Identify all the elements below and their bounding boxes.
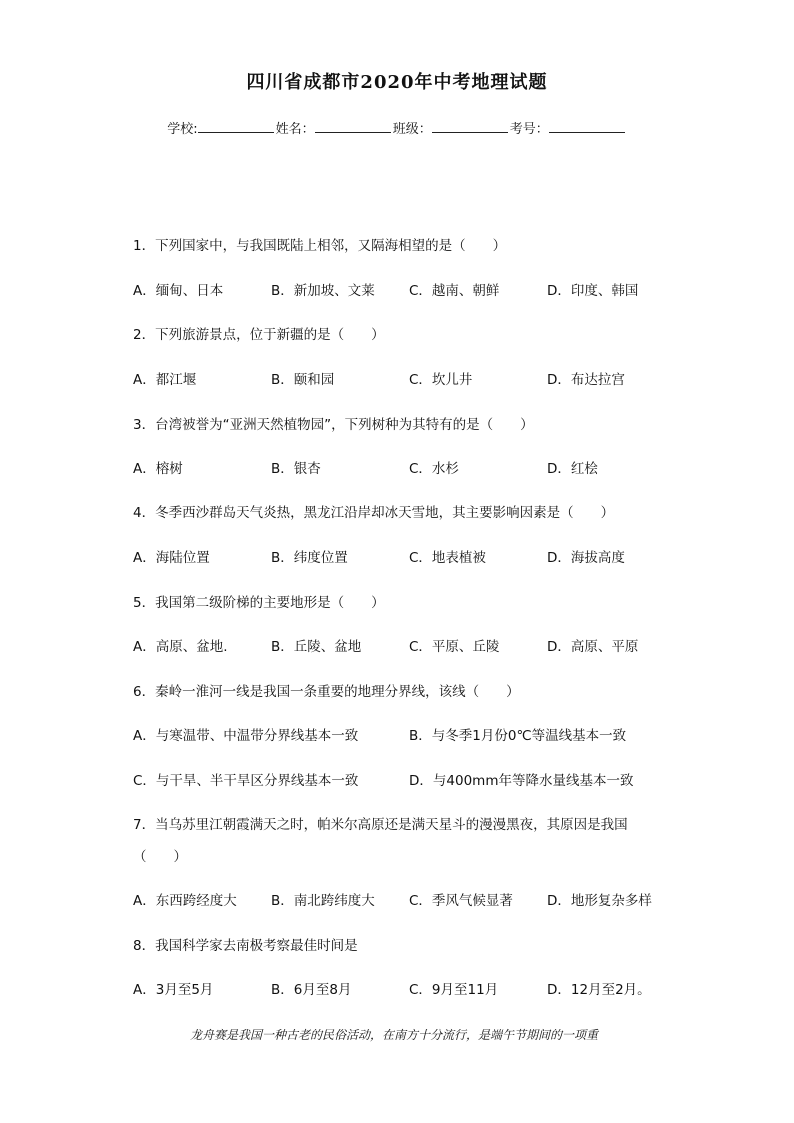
q7-option-d: D．地形复杂多样: [547, 893, 652, 909]
q3-option-a: A．榕树: [133, 461, 183, 477]
q6-option-c: C．与干旱、半干旱区分界线基本一致: [133, 773, 359, 789]
name-field: [276, 118, 393, 137]
q5-option-c: C．平原、丘陵: [409, 639, 500, 655]
student-info-fields: [0, 118, 794, 137]
class-blank[interactable]: [432, 120, 508, 133]
q3-option-c: C．水杉: [409, 461, 459, 477]
q8-option-d: D．12月至2月。: [547, 982, 651, 998]
q4-option-d: D．海拔高度: [547, 550, 625, 566]
question-2: 2．下列旅游景点，位于新疆的是（ ）: [133, 327, 385, 343]
q5-option-b: B．丘陵、盆地: [271, 639, 362, 655]
q4-option-b: B．纬度位置: [271, 550, 348, 566]
q1-option-a: A．缅甸、日本: [133, 283, 224, 299]
question-7: 7．当乌苏里江朝霞满天之时，帕米尔高原还是满天星斗的漫漫黑夜，其原因是我国: [133, 817, 628, 833]
page-title: 四川省成都市2020年中考地理试题: [246, 72, 548, 93]
q6-option-a: A．与寒温带、中温带分界线基本一致: [133, 728, 359, 744]
name-blank[interactable]: [315, 120, 391, 133]
name-label: 姓名：: [275, 122, 315, 137]
exam-number-blank[interactable]: [549, 120, 625, 133]
q8-option-b: B．6月至8月: [271, 982, 352, 998]
school-field: [167, 118, 275, 137]
q3-option-d: D．红桧: [547, 461, 598, 477]
question-8: 8．我国科学家去南极考察最佳时间是: [133, 938, 358, 954]
q6-option-b: B．与冬季1月份0℃等温线基本一致: [409, 728, 627, 744]
q1-option-d: D．印度、韩国: [547, 283, 639, 299]
q8-option-c: C．9月至11月: [409, 982, 499, 998]
q2-option-a: A．都江堰: [133, 372, 197, 388]
q5-option-a: A．高原、盆地.: [133, 639, 228, 655]
q8-option-a: A．3月至5月: [133, 982, 214, 998]
school-label: 学校:: [167, 122, 198, 137]
question-5: 5．我国第二级阶梯的主要地形是（ ）: [133, 595, 385, 611]
q6-option-d: D．与400mm年等降水量线基本一致: [409, 773, 634, 789]
exam-number-label: 考号：: [509, 122, 549, 137]
q2-option-c: C．坎儿井: [409, 372, 473, 388]
next-question-passage: 龙舟赛是我国一种古老的民俗活动，在南方十分流行，是端午节期间的一项重: [190, 1028, 599, 1042]
q2-option-b: B．颐和园: [271, 372, 335, 388]
q4-option-c: C．地表植被: [409, 550, 486, 566]
class-label: 班级：: [392, 122, 432, 137]
question-6: 6．秦岭一淮河一线是我国一条重要的地理分界线，该线（ ）: [133, 684, 520, 700]
question-4: 4．冬季西沙群岛天气炎热，黑龙江沿岸却冰天雪地，其主要影响因素是（ ）: [133, 505, 615, 521]
q3-option-b: B．银杏: [271, 461, 321, 477]
exam-number-field: [510, 118, 627, 137]
q7-option-b: B．南北跨纬度大: [271, 893, 375, 909]
class-field: [393, 118, 510, 137]
q7-option-c: C．季风气候显著: [409, 893, 513, 909]
q5-option-d: D．高原、平原: [547, 639, 639, 655]
question-3: 3．台湾被誉为“亚洲天然植物园”，下列树种为其特有的是（ ）: [133, 417, 534, 433]
question-7-continuation: （ ）: [133, 849, 187, 865]
q4-option-a: A．海陆位置: [133, 550, 210, 566]
question-1: 1．下列国家中，与我国既陆上相邻，又隔海相望的是（ ）: [133, 238, 507, 254]
q7-option-a: A．东西跨经度大: [133, 893, 237, 909]
q1-option-b: B．新加坡、文莱: [271, 283, 375, 299]
school-blank[interactable]: [198, 120, 274, 133]
q1-option-c: C．越南、朝鲜: [409, 283, 500, 299]
q2-option-d: D．布达拉宫: [547, 372, 625, 388]
